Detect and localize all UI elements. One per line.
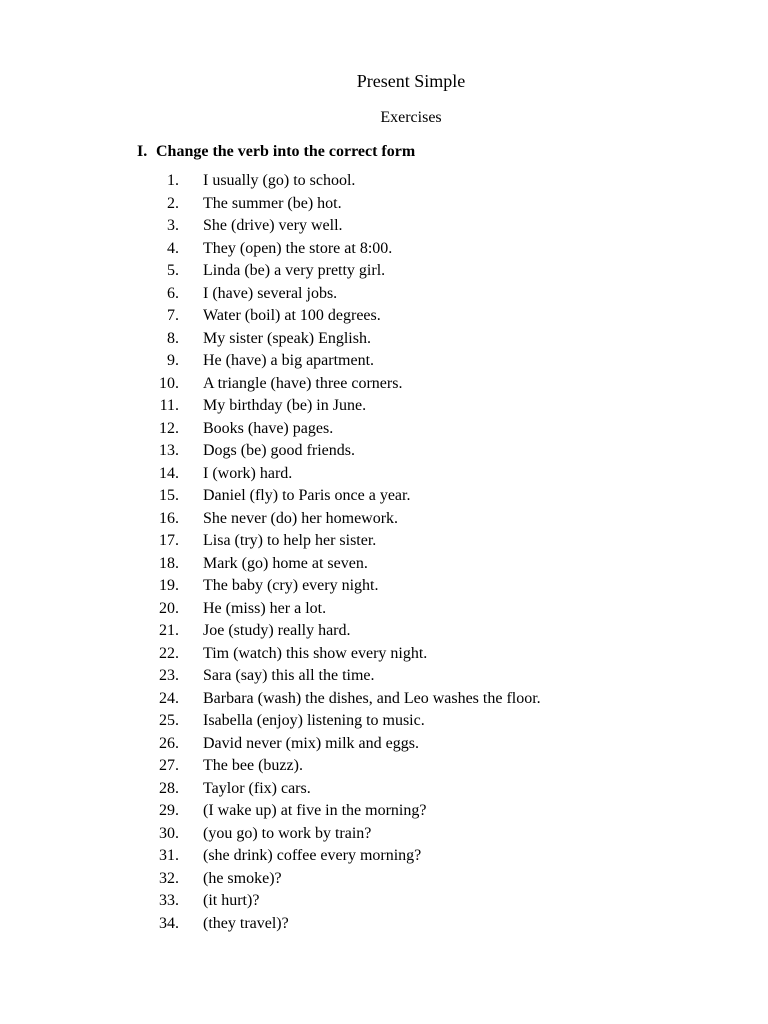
exercise-number: 32.	[159, 869, 179, 887]
exercise-number: 33.	[159, 892, 179, 909]
exercise-number: 7.	[167, 307, 179, 324]
exercise-number: 4.	[167, 239, 179, 257]
exercise-text: Lisa (try) to help her sister.	[203, 532, 377, 549]
exercise-text: Daniel (fly) to Paris once a year.	[203, 487, 411, 504]
document-title: Present Simple	[356, 71, 466, 91]
exercise-text: (I wake up) at five in the morning?	[203, 802, 427, 819]
exercise-text: Joe (study) really hard.	[203, 622, 351, 639]
exercise-text: Taylor (fix) cars.	[203, 779, 311, 797]
exercise-number: 28.	[159, 779, 179, 797]
exercise-number: 3.	[167, 217, 179, 234]
exercise-text: She (drive) very well.	[203, 217, 343, 234]
exercise-number: 12.	[159, 419, 179, 437]
exercise-number: 20.	[159, 599, 179, 617]
exercise-number: 34.	[159, 914, 179, 932]
exercise-number: 1.	[167, 172, 179, 189]
exercise-text: The baby (cry) every night.	[203, 577, 379, 594]
exercise-text: He (have) a big apartment.	[203, 352, 375, 369]
exercise-number: 5.	[167, 262, 179, 279]
exercise-number: 22.	[159, 644, 179, 662]
exercise-text: They (open) the store at 8:00.	[203, 239, 393, 257]
exercise-number: 27.	[159, 757, 179, 774]
exercise-text: Mark (go) home at seven.	[203, 554, 368, 572]
exercise-number: 2.	[167, 194, 179, 212]
exercise-number: 13.	[159, 442, 179, 459]
exercise-number: 31.	[159, 847, 179, 864]
exercise-text: My sister (speak) English.	[203, 329, 371, 347]
exercise-text: Tim (watch) this show every night.	[203, 644, 428, 662]
exercise-text: I usually (go) to school.	[203, 172, 356, 189]
exercise-text: A triangle (have) three corners.	[203, 374, 403, 392]
exercise-number: 6.	[167, 284, 179, 302]
exercise-number: 24.	[159, 689, 179, 707]
section-heading	[137, 142, 415, 162]
exercise-number: 25.	[159, 712, 179, 729]
exercise-text: (they travel)?	[203, 914, 289, 932]
exercise-number: 14.	[159, 464, 179, 482]
exercise-text: The summer (be) hot.	[203, 194, 342, 212]
exercise-text: The bee (buzz).	[203, 757, 303, 774]
exercise-number: 26.	[159, 734, 179, 752]
exercise-text: (he smoke)?	[203, 869, 282, 887]
exercise-text: She never (do) her homework.	[203, 509, 399, 527]
exercise-text: I (work) hard.	[203, 464, 293, 482]
exercise-text: Barbara (wash) the dishes, and Leo washes the floor.	[203, 689, 541, 707]
exercise-number: 9.	[167, 352, 179, 369]
exercise-text: (you go) to work by train?	[203, 824, 372, 842]
exercise-number: 21.	[159, 622, 179, 639]
exercise-text: I (have) several jobs.	[203, 284, 338, 302]
exercise-text: David never (mix) milk and eggs.	[203, 734, 419, 752]
exercise-text: He (miss) her a lot.	[203, 599, 327, 617]
exercise-text: My birthday (be) in June.	[203, 397, 367, 414]
exercise-number: 15.	[159, 487, 179, 504]
section-number: I.	[137, 143, 148, 160]
exercise-text: Dogs (be) good friends.	[203, 442, 355, 459]
document-subtitle: Exercises	[380, 109, 442, 126]
exercise-text: Isabella (enjoy) listening to music.	[203, 712, 425, 729]
exercise-text: (she drink) coffee every morning?	[203, 847, 422, 864]
exercise-number: 11.	[159, 397, 179, 414]
exercise-number: 10.	[159, 374, 179, 392]
section-heading-text: Change the verb into the correct form	[156, 143, 416, 160]
exercise-number: 16.	[159, 509, 179, 527]
exercise-number: 29.	[159, 802, 179, 819]
exercise-text: Linda (be) a very pretty girl.	[203, 262, 386, 279]
exercise-text: Sara (say) this all the time.	[203, 667, 375, 684]
exercise-text: Water (boil) at 100 degrees.	[203, 307, 381, 324]
exercise-number: 18.	[159, 554, 179, 572]
exercise-text: (it hurt)?	[203, 892, 260, 909]
exercise-number: 30.	[159, 824, 179, 842]
exercise-text: Books (have) pages.	[203, 419, 334, 437]
exercise-number: 19.	[159, 577, 179, 594]
exercise-number: 17.	[159, 532, 179, 549]
exercise-number: 8.	[167, 329, 179, 347]
exercise-number: 23.	[159, 667, 179, 684]
